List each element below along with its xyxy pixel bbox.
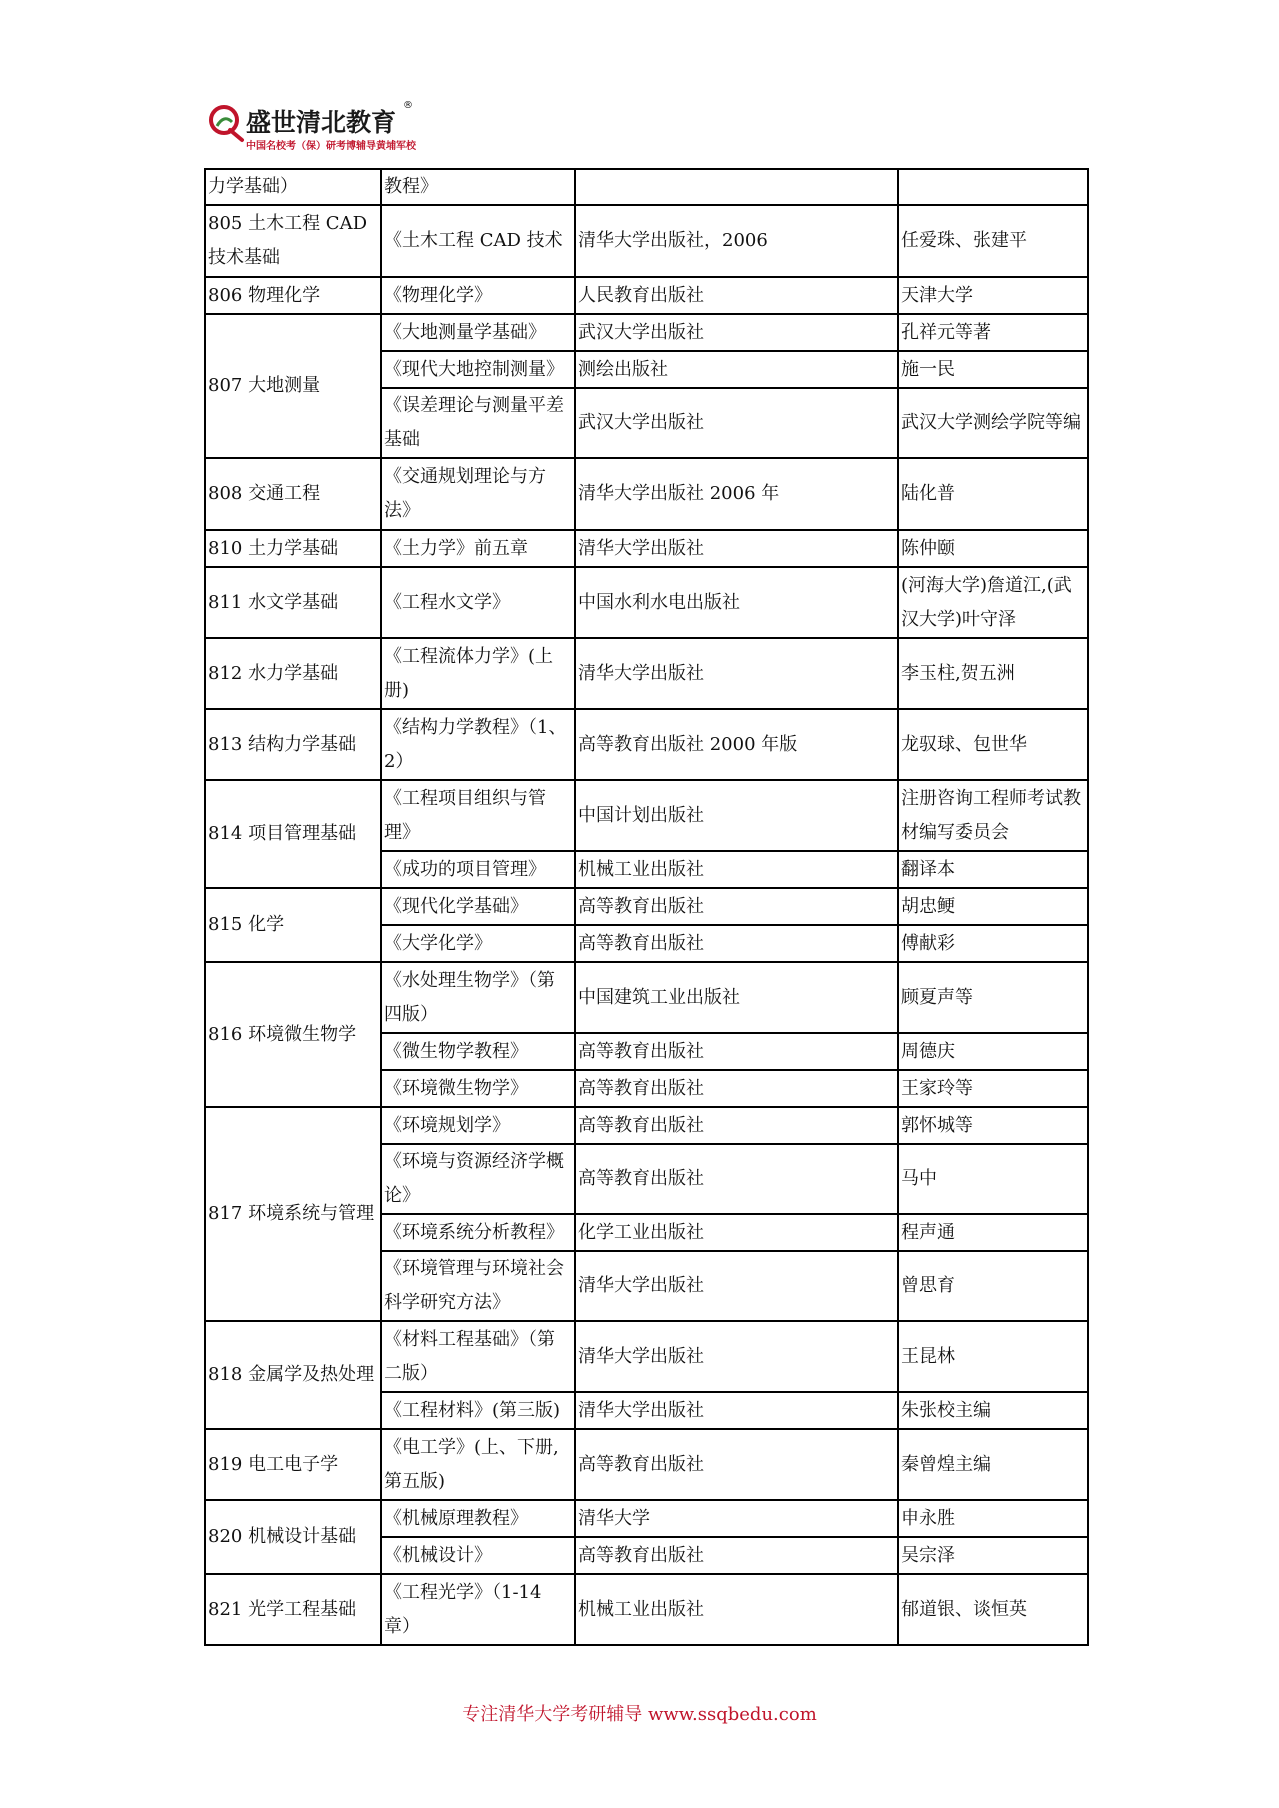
- table-cell: 王家玲等: [898, 1070, 1088, 1107]
- table-row: [205, 1107, 1088, 1144]
- table-cell: 《大地测量学基础》: [381, 314, 575, 351]
- table-row: [205, 205, 1088, 277]
- subject-cell: 820 机械设计基础: [205, 1500, 381, 1574]
- table-cell: [898, 169, 1088, 205]
- table-cell: 《土木工程 CAD 技术: [381, 205, 575, 277]
- table-cell: 郭怀城等: [898, 1107, 1088, 1144]
- table-row: [205, 169, 1088, 205]
- table-cell: 《工程流体力学》(上册): [381, 638, 575, 709]
- subject-cell: 805 土木工程 CAD 技术基础: [205, 205, 381, 277]
- table-cell: 高等教育出版社 2000 年版: [575, 709, 898, 780]
- table-cell: 高等教育出版社: [575, 1033, 898, 1070]
- table-cell: 吴宗泽: [898, 1537, 1088, 1574]
- table-row: [205, 1321, 1088, 1392]
- table-cell: 曾思育: [898, 1251, 1088, 1321]
- table-cell: 清华大学出版社: [575, 638, 898, 709]
- logo: [206, 100, 436, 158]
- table-cell: 高等教育出版社: [575, 925, 898, 962]
- table-cell: 陆化普: [898, 458, 1088, 530]
- logo-title: 盛世清北教育: [246, 108, 397, 137]
- registered-mark: ®: [403, 100, 413, 111]
- subject-cell: 811 水文学基础: [205, 567, 381, 638]
- table-cell: 《环境管理与环境社会科学研究方法》: [381, 1251, 575, 1321]
- table-row: [205, 567, 1088, 638]
- table-cell: 清华大学出版社: [575, 530, 898, 567]
- table-cell: 《环境规划学》: [381, 1107, 575, 1144]
- table-cell: 《成功的项目管理》: [381, 851, 575, 888]
- table-cell: 天津大学: [898, 277, 1088, 314]
- table-row: [205, 1500, 1088, 1537]
- table-row: [205, 1574, 1088, 1645]
- textbook-table: [204, 168, 1089, 1646]
- subject-cell: 816 环境微生物学: [205, 962, 381, 1107]
- table-cell: 《微生物学教程》: [381, 1033, 575, 1070]
- table-cell: 高等教育出版社: [575, 888, 898, 925]
- table-cell: 《误差理论与测量平差基础: [381, 388, 575, 458]
- table-row: [205, 530, 1088, 567]
- subject-cell: 818 金属学及热处理: [205, 1321, 381, 1429]
- table-cell: 中国建筑工业出版社: [575, 962, 898, 1033]
- subject-cell: 813 结构力学基础: [205, 709, 381, 780]
- table-row: [205, 277, 1088, 314]
- table-cell: 《交通规划理论与方法》: [381, 458, 575, 530]
- table-cell: 清华大学出版社，2006: [575, 205, 898, 277]
- table-cell: 《机械设计》: [381, 1537, 575, 1574]
- table-cell: 《环境微生物学》: [381, 1070, 575, 1107]
- table-cell: 郁道银、谈恒英: [898, 1574, 1088, 1645]
- table-cell: 胡忠鲠: [898, 888, 1088, 925]
- table-cell: 马中: [898, 1144, 1088, 1214]
- table-row: [205, 1429, 1088, 1500]
- table-cell: 机械工业出版社: [575, 1574, 898, 1645]
- table-cell: 《环境与资源经济学概论》: [381, 1144, 575, 1214]
- table-cell: 武汉大学测绘学院等编: [898, 388, 1088, 458]
- table-cell: 教程》: [381, 169, 575, 205]
- table-cell: 朱张校主编: [898, 1392, 1088, 1429]
- table-cell: 高等教育出版社: [575, 1429, 898, 1500]
- table-cell: 测绘出版社: [575, 351, 898, 388]
- table-cell: 高等教育出版社: [575, 1107, 898, 1144]
- table-cell: 武汉大学出版社: [575, 314, 898, 351]
- subject-cell: 815 化学: [205, 888, 381, 962]
- table-row: [205, 458, 1088, 530]
- table-cell: 李玉柱,贺五洲: [898, 638, 1088, 709]
- table-cell: 高等教育出版社: [575, 1070, 898, 1107]
- table-row: [205, 780, 1088, 851]
- table-cell: 《环境系统分析教程》: [381, 1214, 575, 1251]
- table-cell: 任爱珠、张建平: [898, 205, 1088, 277]
- table-cell: 武汉大学出版社: [575, 388, 898, 458]
- subject-cell: 812 水力学基础: [205, 638, 381, 709]
- subject-cell: 817 环境系统与管理: [205, 1107, 381, 1321]
- table-cell: 《工程水文学》: [381, 567, 575, 638]
- table-row: [205, 638, 1088, 709]
- table-cell: 施一民: [898, 351, 1088, 388]
- table-cell: 《材料工程基础》（第二版）: [381, 1321, 575, 1392]
- table-row: [205, 962, 1088, 1033]
- subject-cell: 807 大地测量: [205, 314, 381, 458]
- table-cell: 顾夏声等: [898, 962, 1088, 1033]
- table-cell: 《现代化学基础》: [381, 888, 575, 925]
- table-cell: 《土力学》前五章: [381, 530, 575, 567]
- table-cell: 《物理化学》: [381, 277, 575, 314]
- subject-cell: 810 土力学基础: [205, 530, 381, 567]
- logo-q-icon: [206, 100, 250, 152]
- subject-cell: 808 交通工程: [205, 458, 381, 530]
- subject-cell: 806 物理化学: [205, 277, 381, 314]
- table-cell: 《工程材料》(第三版): [381, 1392, 575, 1429]
- table-cell: 机械工业出版社: [575, 851, 898, 888]
- table-cell: 清华大学: [575, 1500, 898, 1537]
- table-cell: 申永胜: [898, 1500, 1088, 1537]
- table-cell: 王昆林: [898, 1321, 1088, 1392]
- logo-subtitle: 中国名校考（保）研考博辅导黄埔军校: [246, 141, 416, 152]
- table-cell: 《大学化学》: [381, 925, 575, 962]
- subject-cell: 819 电工电子学: [205, 1429, 381, 1500]
- table-cell: 《结构力学教程》（1、2）: [381, 709, 575, 780]
- table-cell: 注册咨询工程师考试教材编写委员会: [898, 780, 1088, 851]
- table-cell: 力学基础）: [205, 169, 381, 205]
- table-cell: 清华大学出版社: [575, 1251, 898, 1321]
- table-cell: 《机械原理教程》: [381, 1500, 575, 1537]
- table-cell: 傅献彩: [898, 925, 1088, 962]
- table-cell: 《工程光学》（1-14 章）: [381, 1574, 575, 1645]
- table-cell: 程声通: [898, 1214, 1088, 1251]
- table-row: [205, 709, 1088, 780]
- table-cell: 《水处理生物学》（第四版）: [381, 962, 575, 1033]
- table-cell: 《现代大地控制测量》: [381, 351, 575, 388]
- table-cell: 秦曾煌主编: [898, 1429, 1088, 1500]
- table-row: [205, 314, 1088, 351]
- table-cell: 翻译本: [898, 851, 1088, 888]
- table-cell: 中国计划出版社: [575, 780, 898, 851]
- footer-text: 专注清华大学考研辅导 www.ssqbedu.com: [462, 1704, 817, 1725]
- table-cell: 高等教育出版社: [575, 1144, 898, 1214]
- subject-cell: 821 光学工程基础: [205, 1574, 381, 1645]
- table-cell: 孔祥元等著: [898, 314, 1088, 351]
- table-cell: 中国水利水电出版社: [575, 567, 898, 638]
- table-cell: 人民教育出版社: [575, 277, 898, 314]
- table-cell: 高等教育出版社: [575, 1537, 898, 1574]
- table-cell: 周德庆: [898, 1033, 1088, 1070]
- table-cell: [575, 169, 898, 205]
- table-cell: 清华大学出版社: [575, 1392, 898, 1429]
- table-cell: 《电工学》(上、下册,第五版): [381, 1429, 575, 1500]
- table-cell: 龙驭球、包世华: [898, 709, 1088, 780]
- table-cell: 《工程项目组织与管理》: [381, 780, 575, 851]
- table-cell: 化学工业出版社: [575, 1214, 898, 1251]
- table-cell: (河海大学)詹道江,(武汉大学)叶守泽: [898, 567, 1088, 638]
- table-cell: 清华大学出版社 2006 年: [575, 458, 898, 530]
- table-cell: 清华大学出版社: [575, 1321, 898, 1392]
- table-row: [205, 888, 1088, 925]
- table-cell: 陈仲颐: [898, 530, 1088, 567]
- subject-cell: 814 项目管理基础: [205, 780, 381, 888]
